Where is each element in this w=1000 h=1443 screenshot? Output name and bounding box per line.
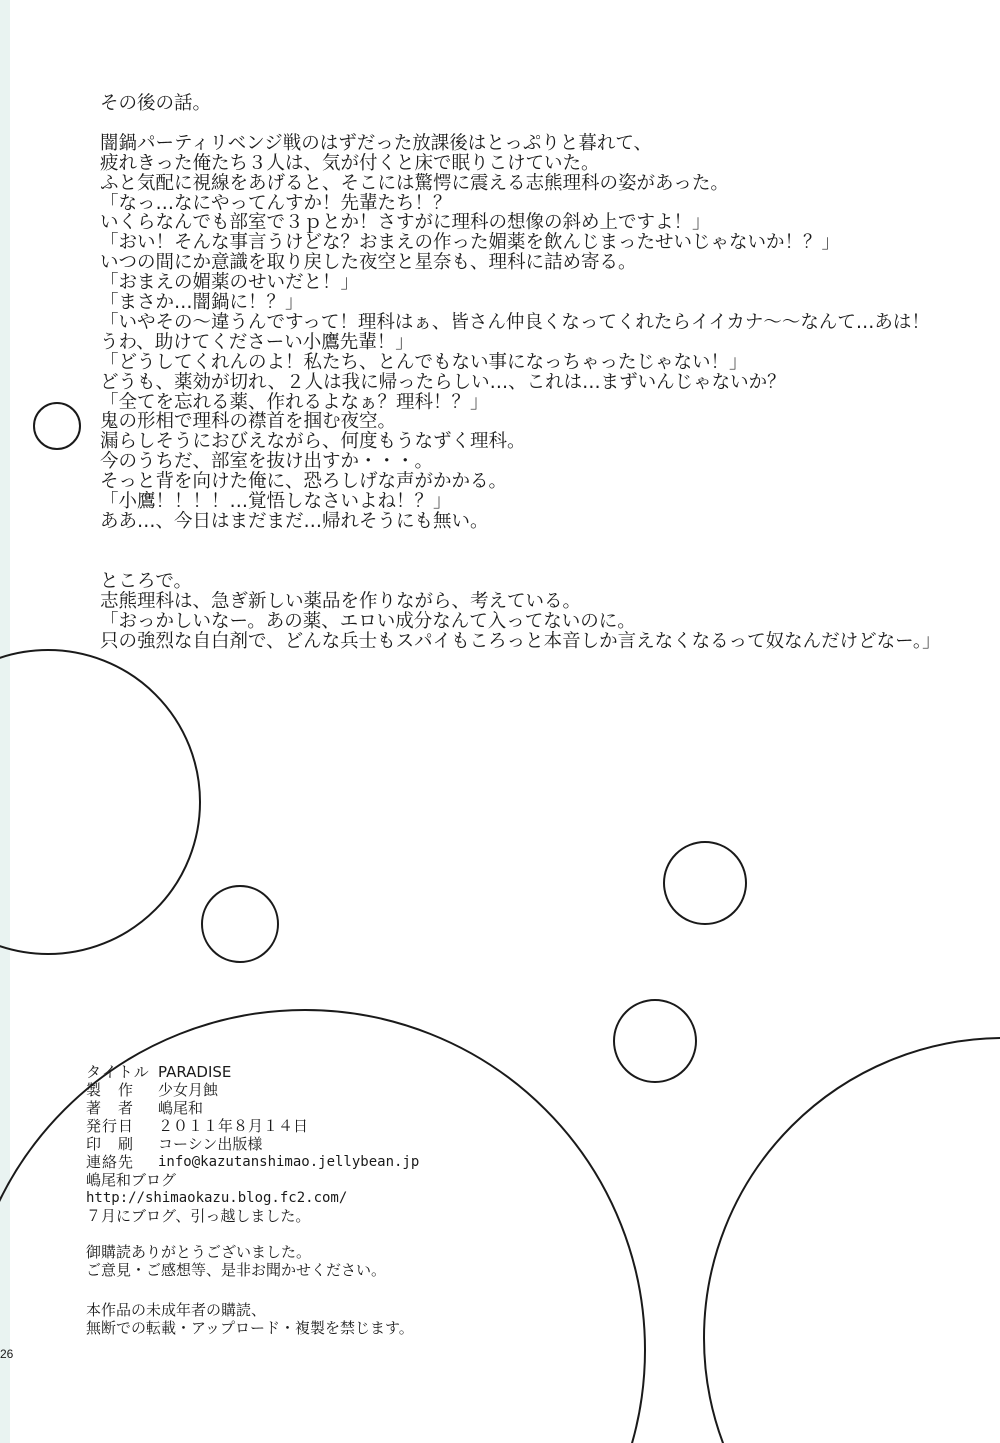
story-line: 「全てを忘れる薬、作れるよなぁ？理科！？」 (100, 391, 489, 413)
story-line: ああ…、今日はまだまだ…帰れそうにも無い。 (100, 511, 489, 533)
notice-line: 無断での転載・アップロード・複製を禁じます。 (86, 1319, 414, 1337)
story-line: そっと背を向けた俺に、恐ろしげな声がかかる。 (100, 471, 508, 493)
story-text (100, 94, 990, 652)
colophon-key: 製 作 (86, 1081, 135, 1099)
colophon-contact (86, 1153, 606, 1171)
story-line: その後の話。 (100, 93, 212, 114)
colophon-value: ２０１１年８月１４日 (158, 1117, 309, 1135)
bubble-mid-left (202, 886, 278, 962)
bubble-small-right (614, 1000, 696, 1082)
colophon-value: PARADISE (158, 1063, 232, 1081)
notice-line: 本作品の未成年者の購読、 (86, 1301, 267, 1319)
story-line: 「小鷹！！！！…覚悟しなさいよね！？」 (100, 491, 452, 513)
story-line: 闇鍋パーティリベンジ戦のはずだった放課後はとっぷりと暮れて、 (100, 132, 652, 154)
story-line: 疲れきった俺たち３人は、気が付くと床で眠りこけていた。 (100, 152, 600, 174)
colophon-key: 発行日 (86, 1117, 135, 1135)
story-line: ところで。 (100, 570, 192, 592)
colophon-key: 連絡先 (86, 1153, 135, 1171)
colophon-title (86, 1063, 606, 1081)
colophon-key: 印 刷 (86, 1135, 135, 1153)
bubble-bottom-right (704, 1038, 1000, 1443)
blog-note: ７月にブログ、引っ越しました。 (86, 1207, 311, 1225)
story-line: ふと気配に視線をあげると、そこには驚愕に震える志熊理科の姿があった。 (100, 172, 729, 194)
story-line: 漏らしそうにおびえながら、何度もうなずく理科。 (100, 431, 526, 453)
story-line: 「おい！そんな事言うけどな？おまえの作った媚薬を飲んじまったせいじゃないか！？」 (100, 232, 841, 254)
blog-label: 嶋尾和ブログ (86, 1171, 177, 1189)
colophon-producer (86, 1081, 606, 1099)
story-line: いくらなんでも部室で３ｐとか！さすがに理科の想像の斜め上ですよ！」 (100, 212, 711, 234)
story-line: うわ、助けてくださーい小鷹先輩！」 (100, 331, 414, 353)
bubble-small-left (34, 403, 80, 449)
story-line: 「おまえの媚薬のせいだと！」 (100, 272, 360, 294)
colophon-key: 著 者 (86, 1099, 135, 1117)
colophon (86, 1063, 606, 1337)
story-line: 鬼の形相で理科の襟首を掴む夜空。 (100, 411, 397, 433)
story-line: 「なっ…なにやってんすか！先輩たち！？ (100, 192, 452, 214)
story-line: 「いやその～違うんですって！理科はぁ、皆さん仲良くなってくれたらイイカナ～～なんて…あは！ (100, 311, 930, 333)
story-line: いつの間にか意識を取り戻した夜空と星奈も、理科に詰め寄る。 (100, 252, 637, 274)
colophon-value: 嶋尾和 (158, 1099, 204, 1117)
colophon-author (86, 1099, 606, 1117)
colophon-key: タイトル (86, 1063, 150, 1081)
colophon-value: コーシン出版様 (158, 1135, 263, 1153)
colophon-date (86, 1117, 606, 1135)
page-number: 26 (0, 1347, 14, 1361)
blog-url: http://shimaokazu.blog.fc2.com/ (86, 1190, 348, 1206)
story-line: 只の強烈な自白剤で、どんな兵士もスパイもころっと本音しか言えなくなるって奴なんだけどなー。」 (100, 630, 941, 652)
bubble-mid-right (664, 842, 746, 924)
story-line: 志熊理科は、急ぎ新しい薬品を作りながら、考えている。 (100, 590, 582, 612)
story-line: 今のうちだ、部室を抜け出すか・・・。 (100, 451, 434, 473)
colophon-printer (86, 1135, 606, 1153)
story-line: 「おっかしいなー。あの薬、エロい成分なんて入ってないのに。 (100, 610, 636, 632)
story-line: 「まさか…闇鍋に！？」 (100, 292, 304, 314)
story-line: どうも、薬効が切れ、２人は我に帰ったらしい…、これは…まずいんじゃないか？ (100, 371, 786, 393)
story-line: 「どうしてくれんのよ！私たち、とんでもない事になっちゃったじゃない！」 (100, 351, 748, 373)
bubble-large-left (0, 650, 200, 954)
thanks-line: 御購読ありがとうございました。 (86, 1243, 312, 1261)
contact-email: info@kazutanshimao.jellybean.jp (158, 1154, 420, 1170)
thanks-line: ご意見・ご感想等、是非お聞かせください。 (86, 1261, 387, 1279)
colophon-value: 少女月蝕 (158, 1081, 219, 1099)
